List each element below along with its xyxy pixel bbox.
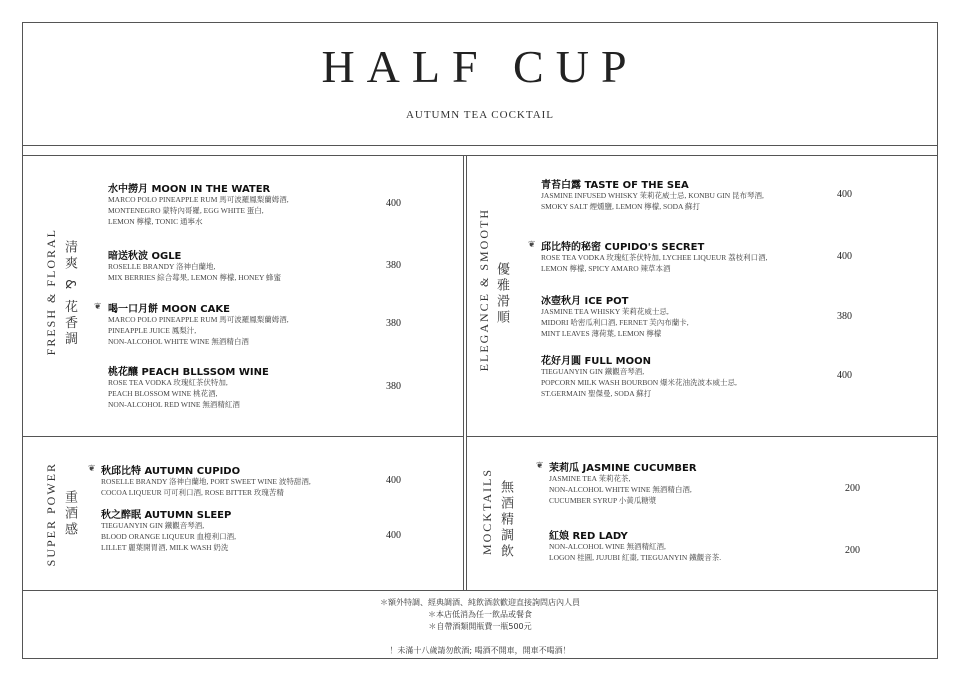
menu-item-name: 冰壺秋月 ICE POT bbox=[541, 296, 629, 307]
menu-item-desc: MARCO POLO PINEAPPLE RUM 馬可波羅鳳梨蘭姆酒, bbox=[108, 315, 289, 324]
menu-item-desc: POPCORN MILK WASH BOURBON 爆米花油洗波本威士忌, bbox=[541, 378, 737, 387]
menu-item-desc: TIEGUANYIN GIN 鐵觀音琴酒, bbox=[101, 521, 205, 530]
menu-item-desc: NON-ALCOHOL WINE 無酒精紅酒, bbox=[549, 542, 666, 551]
menu-item-desc: ROSELLE BRANDY 洛神白蘭地, PORT SWEET WINE 波特甜酒, bbox=[101, 477, 311, 486]
column-divider-1 bbox=[463, 155, 464, 590]
section-label-elegance-cn: 優雅滑順 bbox=[494, 262, 509, 326]
menu-item-desc: LILLET 麗葉開胃酒, MILK WASH 奶洗 bbox=[101, 543, 229, 552]
menu-item-name: 紅娘 RED LADY bbox=[549, 531, 628, 542]
menu-item-price: 380 bbox=[837, 311, 852, 322]
section-label-mocktails: MOCKTAILS bbox=[480, 468, 494, 556]
border-top bbox=[22, 22, 938, 23]
menu-item-desc: BLOOD ORANGE LIQUEUR 血橙利口酒, bbox=[101, 532, 236, 541]
menu-item-desc: MARCO POLO PINEAPPLE RUM 馬可波羅鳳梨蘭姆酒, bbox=[108, 195, 289, 204]
menu-item-price: 400 bbox=[386, 198, 401, 209]
menu-item-desc: LEMON 檸檬, TONIC 通寧水 bbox=[108, 217, 203, 226]
footer-note: ＊額外特調、經典調酒、純飲酒款歡迎直接詢問店內人員 bbox=[380, 598, 580, 607]
menu-item-price: 380 bbox=[386, 318, 401, 329]
menu-item-desc: NON-ALCOHOL RED WINE 無酒精紅酒 bbox=[108, 400, 240, 409]
menu-item-name: 花好月圓 FULL MOON bbox=[541, 356, 651, 367]
menu-item-price: 400 bbox=[837, 251, 852, 262]
menu-title: HALF CUP bbox=[321, 41, 639, 92]
menu-item-price: 400 bbox=[837, 370, 852, 381]
menu-subtitle: AUTUMN TEA COCKTAIL bbox=[405, 109, 555, 121]
menu-item-desc: PEACH BLOSSOM WINE 桃花酒, bbox=[108, 389, 218, 398]
menu-item-name: 秋邱比特 AUTUMN CUPIDO bbox=[101, 466, 241, 477]
column-divider-2 bbox=[466, 155, 467, 590]
menu-item-desc: LEMON 檸檬, SPICY AMARO 辣草本酒 bbox=[541, 264, 671, 273]
menu-item-desc: ROSE TEA VODKA 玫瑰紅茶伏特加, LYCHEE LIQUEUR 荔枝利口酒, bbox=[541, 253, 768, 262]
menu-item-name: 茉莉瓜 JASMINE CUCUMBER bbox=[549, 463, 697, 474]
middle-divider-left bbox=[22, 436, 463, 437]
menu-item-name: 邱比特的秘密 CUPIDO'S SECRET bbox=[541, 242, 705, 253]
leaf-icon: ❦ bbox=[94, 302, 102, 312]
menu-item-desc: NON-ALCOHOL WHITE WINE 無酒精白酒, bbox=[549, 485, 692, 494]
section-label-mocktails-cn: 無酒精調飲 bbox=[498, 480, 513, 560]
header-divider-2 bbox=[22, 155, 938, 156]
menu-item-desc: COCOA LIQUEUR 可可利口酒, ROSE BITTER 玫瑰苦精 bbox=[101, 488, 284, 497]
menu-item-desc: MONTENEGRO 蒙特內哥羅, EGG WHITE 蛋白, bbox=[108, 206, 264, 215]
border-bottom bbox=[22, 658, 938, 659]
leaf-icon: ❦ bbox=[528, 240, 536, 250]
section-label-fresh: FRESH & FLORAL bbox=[44, 228, 58, 356]
section-label-fresh-cn: 清爽 & 花香調 bbox=[62, 240, 77, 348]
menu-item-price: 400 bbox=[386, 530, 401, 541]
menu-item-name: 水中撈月 MOON IN THE WATER bbox=[108, 184, 271, 195]
section-label-super: SUPER POWER bbox=[44, 462, 58, 567]
menu-item-desc: SMOKY SALT 煙燻鹽, LEMON 檸檬, SODA 蘇打 bbox=[541, 202, 700, 211]
middle-divider-right bbox=[466, 436, 938, 437]
menu-item-desc: NON-ALCOHOL WHITE WINE 無酒精白酒 bbox=[108, 337, 249, 346]
menu-item-desc: ST.GERMAIN 聖傑曼, SODA 蘇打 bbox=[541, 389, 652, 398]
menu-item-desc: MINT LEAVES 薄荷葉, LEMON 檸檬 bbox=[541, 329, 662, 338]
menu-item-desc: JASMINE TEA 茉莉花茶, bbox=[549, 474, 631, 483]
footer-warning: ！未滿十八歲請勿飲酒; 喝酒不開車，開車不喝酒！ bbox=[389, 646, 571, 655]
section-label-elegance: ELEGANCE & SMOOTH bbox=[477, 208, 491, 372]
header-divider-1 bbox=[22, 145, 938, 146]
menu-item-name: 喝一口月餅 MOON CAKE bbox=[108, 304, 230, 315]
footer-note: ＊本店低消為任一飲品或餐食 bbox=[428, 610, 532, 619]
menu-item-price: 200 bbox=[845, 483, 860, 494]
menu-item-name: 秋之醉眠 AUTUMN SLEEP bbox=[101, 510, 232, 521]
section-label-super-cn: 重酒感 bbox=[62, 490, 77, 538]
menu-item-price: 200 bbox=[845, 545, 860, 556]
menu-item-desc: CUCUMBER SYRUP 小黃瓜糖漿 bbox=[549, 496, 657, 505]
menu-item-desc: MIDORI 哈密瓜利口酒, FERNET 芙內布蘭卡, bbox=[541, 318, 689, 327]
footer-note: ＊自帶酒類開瓶費一瓶500元 bbox=[428, 622, 532, 631]
menu-item-desc: ROSE TEA VODKA 玫瑰紅茶伏特加, bbox=[108, 378, 228, 387]
menu-item-desc: MIX BERRIES 綜合莓果, LEMON 檸檬, HONEY 蜂蜜 bbox=[108, 273, 282, 282]
menu-item-price: 400 bbox=[837, 189, 852, 200]
menu-item-desc: JASMINE TEA WHISKY 茉莉花威士忌, bbox=[541, 307, 669, 316]
menu-item-price: 380 bbox=[386, 381, 401, 392]
leaf-icon: ❦ bbox=[88, 464, 96, 474]
footer-divider bbox=[22, 590, 938, 591]
menu-item-desc: ROSELLE BRANDY 洛神白蘭地, bbox=[108, 262, 216, 271]
menu-item-desc: TIEGUANYIN GIN 鐵觀音琴酒, bbox=[541, 367, 645, 376]
menu-item-price: 400 bbox=[386, 475, 401, 486]
menu-item-name: 青苔白露 TASTE OF THE SEA bbox=[541, 180, 689, 191]
menu-item-name: 桃花釀 PEACH BLLSSOM WINE bbox=[108, 367, 269, 378]
menu-item-desc: LOGON 桂圓, JUJUBI 紅棗, TIEGUANYIN 鐵觀音茶. bbox=[549, 553, 722, 562]
menu-item-price: 380 bbox=[386, 260, 401, 271]
leaf-icon: ❦ bbox=[536, 461, 544, 471]
menu-item-desc: JASMINE INFUSED WHISKY 茉莉花威士忌, KONBU GIN 昆布琴酒, bbox=[541, 191, 764, 200]
menu-item-desc: PINEAPPLE JUICE 鳳梨汁, bbox=[108, 326, 197, 335]
menu-item-name: 暗送秋波 OGLE bbox=[108, 251, 182, 262]
